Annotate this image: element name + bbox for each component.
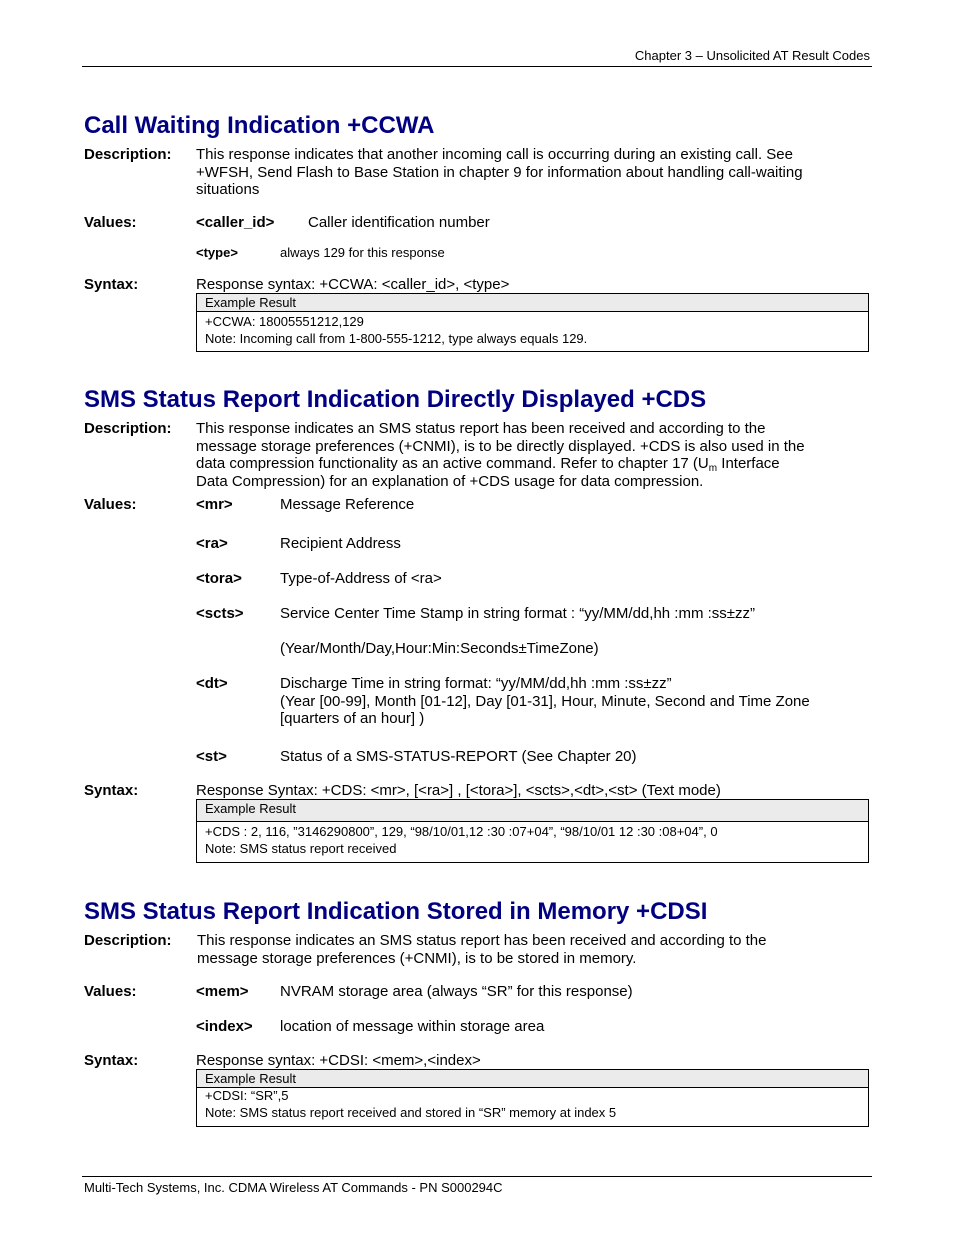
ccwa-syntax: Response syntax: +CCWA: <caller_id>, <type> bbox=[196, 276, 510, 293]
example-line: Note: Incoming call from 1-800-555-1212, type always equals 129. bbox=[205, 330, 588, 346]
cds-value-text: Message Reference bbox=[280, 496, 415, 513]
desc-text: data compression functionality as an active command. Refer to chapter 17 (U bbox=[196, 455, 709, 472]
example-line: Note: SMS status report received and stored in “SR” memory at index 5 bbox=[205, 1104, 617, 1120]
example-line: +CDS : 2, 116, ”3146290800”, 129, “98/10/01,12 :30 :07+04”, “98/10/01 12 :30 :08+04”, 0 bbox=[205, 824, 718, 839]
cds-value-text: Service Center Time Stamp in string format : “yy/MM/dd,hh :mm :ss±zz” bbox=[280, 605, 756, 622]
page-header: Chapter 3 – Unsolicited AT Result Codes bbox=[634, 48, 870, 63]
value-line: (Year [00-99], Month [01-12], Day [01-31], Hour, Minute, Second and Time Zone bbox=[280, 692, 810, 710]
desc-line: This response indicates an SMS status report has been received and according to the bbox=[197, 932, 767, 949]
desc-line: This response indicates an SMS status report has been received and according to the bbox=[196, 420, 766, 437]
ccwa-value-text: Caller identification number bbox=[308, 214, 490, 231]
cds-heading: SMS Status Report Indication Directly Displayed +CDS bbox=[84, 386, 707, 413]
ccwa-description bbox=[196, 146, 803, 199]
desc-subscript: m bbox=[708, 463, 718, 474]
header-rule bbox=[82, 66, 872, 67]
cdsi-value-key: <index> bbox=[196, 1018, 253, 1035]
cds-values-label: Values: bbox=[84, 496, 137, 513]
cdsi-value-text: NVRAM storage area (always “SR” for this response) bbox=[280, 983, 633, 1000]
cds-value-key: <st> bbox=[196, 748, 227, 765]
cds-value-key: <scts> bbox=[196, 605, 244, 622]
cds-value-text bbox=[280, 675, 810, 728]
desc-line: situations bbox=[196, 181, 260, 198]
value-line: Discharge Time in string format: “yy/MM/dd,hh :mm :ss±zz” bbox=[280, 675, 672, 692]
cds-description-label: Description: bbox=[84, 420, 172, 437]
cds-value-text: Status of a SMS-STATUS-REPORT (See Chapter 20) bbox=[280, 748, 637, 765]
desc-line: This response indicates that another incoming call is occurring during an existing call. See bbox=[196, 146, 793, 163]
cdsi-syntax-label: Syntax: bbox=[84, 1052, 139, 1069]
desc-line: message storage preferences (+CNMI), is to be stored in memory. bbox=[197, 949, 637, 967]
desc-text: Interface bbox=[717, 455, 780, 472]
example-line: +CDSI: “SR”,5 bbox=[205, 1088, 289, 1103]
cds-syntax: Response Syntax: +CDS: <mr>, [<ra>] , [<tora>], <scts>,<dt>,<st> (Text mode) bbox=[196, 782, 721, 799]
example-header: Example Result bbox=[197, 800, 868, 822]
example-line: Note: SMS status report received bbox=[205, 840, 397, 856]
cds-example-box bbox=[196, 799, 869, 863]
cds-value-key: <dt> bbox=[196, 675, 228, 692]
page-footer: Multi-Tech Systems, Inc. CDMA Wireless AT Commands - PN S000294C bbox=[84, 1180, 503, 1195]
cds-value-text: Type-of-Address of <ra> bbox=[280, 570, 442, 587]
cdsi-value-key: <mem> bbox=[196, 983, 249, 1000]
cds-value-key: <mr> bbox=[196, 496, 233, 513]
desc-line bbox=[196, 455, 805, 473]
cdsi-value-text: location of message within storage area bbox=[280, 1018, 545, 1035]
ccwa-syntax-label: Syntax: bbox=[84, 276, 139, 293]
example-header: Example Result bbox=[197, 1070, 868, 1088]
cds-syntax-label: Syntax: bbox=[84, 782, 139, 799]
ccwa-value-key: <type> bbox=[196, 245, 238, 260]
cds-value-extra: (Year/Month/Day,Hour:Min:Seconds±TimeZone) bbox=[280, 640, 599, 657]
cds-description bbox=[196, 420, 805, 490]
ccwa-heading: Call Waiting Indication +CCWA bbox=[84, 112, 435, 139]
desc-line: message storage preferences (+CNMI), is to be directly displayed. +CDS is also used in the bbox=[196, 437, 805, 455]
ccwa-example-box bbox=[196, 293, 869, 352]
cds-value-key: <ra> bbox=[196, 535, 228, 552]
cdsi-description bbox=[197, 932, 767, 967]
example-line: +CCWA: 18005551212,129 bbox=[205, 314, 364, 329]
desc-line: +WFSH, Send Flash to Base Station in chapter 9 for information about handling call-waiting bbox=[196, 163, 803, 181]
cdsi-heading: SMS Status Report Indication Stored in Memory +CDSI bbox=[84, 898, 708, 925]
cds-value-key: <tora> bbox=[196, 570, 242, 587]
ccwa-value-key: <caller_id> bbox=[196, 214, 275, 231]
ccwa-value-text: always 129 for this response bbox=[280, 245, 445, 260]
footer-rule bbox=[82, 1176, 872, 1177]
example-header: Example Result bbox=[197, 294, 868, 312]
cds-value-text: Recipient Address bbox=[280, 535, 401, 552]
ccwa-values-label: Values: bbox=[84, 214, 137, 231]
cdsi-example-box bbox=[196, 1069, 869, 1127]
value-line: [quarters of an hour] ) bbox=[280, 710, 425, 727]
cdsi-syntax: Response syntax: +CDSI: <mem>,<index> bbox=[196, 1052, 481, 1069]
desc-line: Data Compression) for an explanation of +CDS usage for data compression. bbox=[196, 472, 704, 490]
cdsi-values-label: Values: bbox=[84, 983, 137, 1000]
ccwa-description-label: Description: bbox=[84, 146, 172, 163]
cdsi-description-label: Description: bbox=[84, 932, 172, 949]
